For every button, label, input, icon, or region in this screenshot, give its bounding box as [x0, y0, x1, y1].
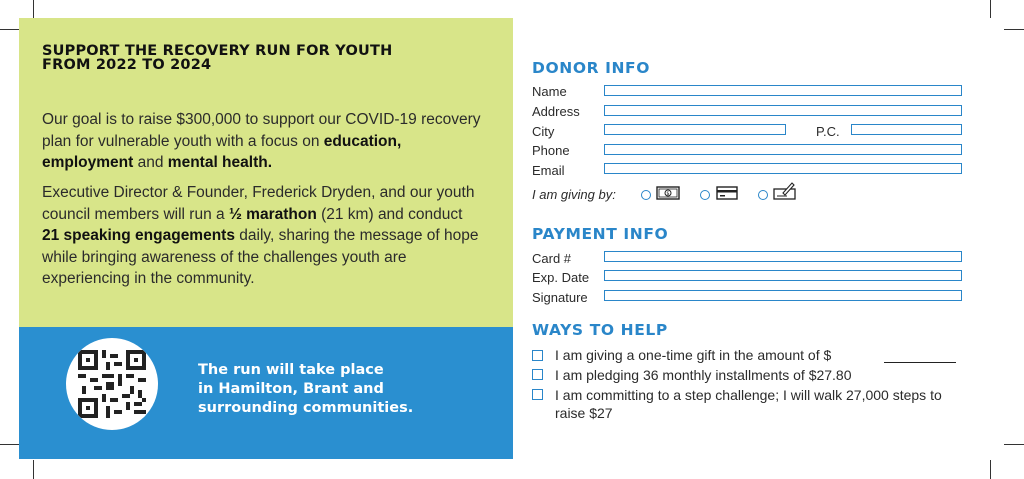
- goal-paragraph: [42, 109, 482, 174]
- card-number-field[interactable]: [604, 251, 962, 262]
- run-paragraph: [42, 182, 482, 290]
- location-line: The run will take place: [198, 362, 384, 378]
- marathon-bold: ½ marathon: [228, 205, 317, 223]
- crop-mark: [33, 460, 34, 479]
- location-line: surrounding communities.: [198, 400, 414, 416]
- engagements-bold: 21 speaking engagements: [42, 227, 235, 244]
- cheque-icon: [773, 181, 797, 201]
- expiry-date-label: Exp. Date: [532, 270, 590, 285]
- signature-field[interactable]: [604, 290, 962, 301]
- email-field[interactable]: [604, 163, 962, 174]
- location-text: [198, 361, 488, 418]
- one-time-gift-checkbox[interactable]: [532, 350, 543, 361]
- goal-focus-bold: education, employment: [42, 132, 402, 171]
- headline-line: FROM 2022 TO 2024: [42, 57, 212, 73]
- address-field[interactable]: [604, 105, 962, 116]
- cash-icon: [656, 185, 680, 201]
- city-field[interactable]: [604, 124, 786, 135]
- step-challenge-text: I am committing to a step challenge; I will walk 27,000 steps to raise $27: [555, 387, 942, 421]
- crop-mark: [990, 460, 991, 479]
- goal-text: and: [133, 154, 168, 171]
- giving-by-label: I am giving by:: [532, 187, 616, 202]
- credit-card-icon: [716, 185, 738, 201]
- payment-info-title: PAYMENT INFO: [532, 225, 669, 243]
- crop-mark: [990, 0, 991, 18]
- one-time-gift-text: I am giving a one-time gift in the amount of $: [555, 347, 832, 363]
- address-label: Address: [532, 104, 580, 119]
- headline: [42, 44, 472, 72]
- ways-to-help-title: WAYS TO HELP: [532, 321, 668, 339]
- crop-mark: [1004, 444, 1024, 445]
- phone-field[interactable]: [604, 144, 962, 155]
- svg-text:$: $: [666, 191, 670, 197]
- email-label: Email: [532, 163, 565, 178]
- phone-label: Phone: [532, 143, 570, 158]
- run-text: (21 km) and conduct: [316, 205, 463, 223]
- crop-mark: [0, 29, 20, 30]
- cheque-radio[interactable]: [758, 190, 768, 200]
- headline-line: SUPPORT THE RECOVERY RUN FOR YOUTH: [42, 43, 393, 59]
- goal-focus-bold: mental health.: [167, 154, 273, 171]
- name-label: Name: [532, 84, 567, 99]
- signature-label: Signature: [532, 290, 588, 305]
- monthly-pledge-text: I am pledging 36 monthly installments of $27.80: [555, 367, 852, 383]
- run-text: daily, sharing the message of hope while bringing awareness of the challenges youth are experiencing in the community.: [42, 227, 479, 287]
- name-field[interactable]: [604, 85, 962, 96]
- postal-code-field[interactable]: [851, 124, 962, 135]
- monthly-pledge-checkbox[interactable]: [532, 369, 543, 380]
- credit-card-radio[interactable]: [700, 190, 710, 200]
- qr-code[interactable]: [66, 338, 158, 430]
- gift-amount-blank[interactable]: [884, 362, 956, 363]
- city-label: City: [532, 124, 555, 139]
- cash-radio[interactable]: [641, 190, 651, 200]
- qr-code-icon: [78, 350, 146, 418]
- step-challenge-checkbox[interactable]: [532, 389, 543, 400]
- run-text: Executive Director & Founder, Frederick Dryden, and our youth council members will run a: [42, 184, 475, 223]
- donor-info-title: DONOR INFO: [532, 59, 651, 77]
- location-line: in Hamilton, Brant and: [198, 381, 384, 397]
- crop-mark: [0, 444, 20, 445]
- crop-mark: [33, 0, 34, 18]
- expiry-date-field[interactable]: [604, 270, 962, 281]
- goal-text: Our goal is to raise $300,000 to support our COVID-19 recovery plan for vulnerable youth with a focus on: [42, 111, 481, 150]
- pc-label: P.C.: [816, 124, 840, 139]
- card-number-label: Card #: [532, 251, 572, 266]
- crop-mark: [1004, 29, 1024, 30]
